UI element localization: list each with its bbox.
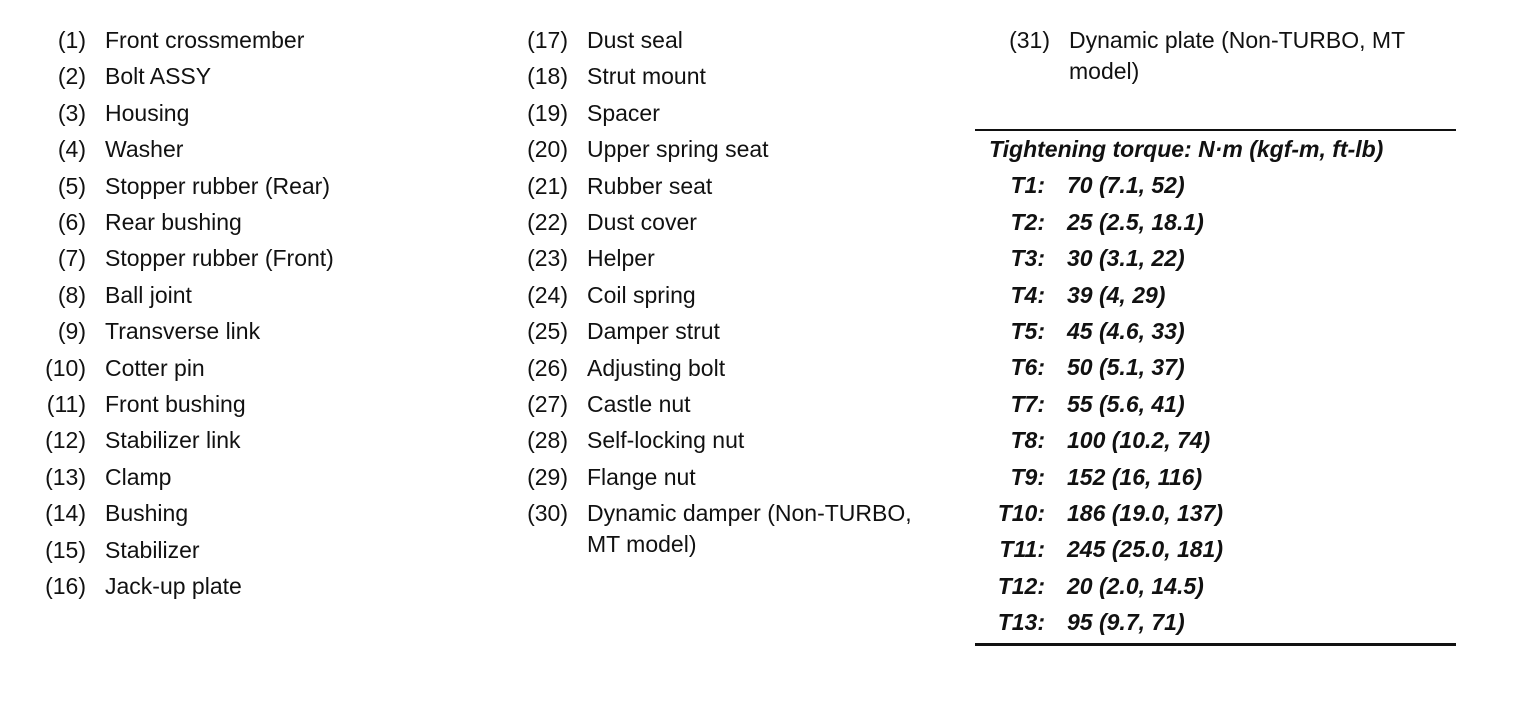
part-name: Castle nut — [587, 391, 691, 418]
torque-value: 245 (25.0, 181) — [1067, 536, 1224, 563]
torque-id: T10: — [997, 500, 1045, 527]
part-item — [24, 386, 474, 422]
torque-id: T7: — [1010, 390, 1045, 417]
parts-list-column-3 — [988, 22, 1458, 87]
part-name: Front bushing — [105, 391, 246, 418]
tightening-torque-table — [975, 129, 1456, 646]
part-name: Rear bushing — [105, 209, 242, 236]
part-name: Coil spring — [587, 281, 696, 308]
part-item — [24, 495, 474, 531]
part-number: (21) — [527, 172, 568, 199]
part-item — [506, 168, 956, 204]
torque-row — [975, 349, 1456, 385]
part-name: Dust seal — [587, 27, 683, 53]
torque-value: 55 (5.6, 41) — [1067, 390, 1185, 417]
part-number: (11) — [46, 391, 86, 418]
parts-list-column-2 — [506, 22, 956, 560]
torque-id: T2: — [1010, 208, 1045, 235]
part-name: Dynamic plate (Non-TURBO, MT model) — [1069, 26, 1405, 84]
part-number: (7) — [57, 245, 86, 272]
part-number: (6) — [57, 209, 86, 236]
part-name: Adjusting bolt — [587, 354, 726, 381]
part-name: Clamp — [105, 463, 172, 490]
torque-id: T1: — [1010, 172, 1045, 199]
part-number: (16) — [45, 573, 86, 600]
part-item — [506, 131, 956, 167]
part-item — [24, 95, 474, 131]
part-number: (9) — [57, 318, 86, 345]
torque-value: 20 (2.0, 14.5) — [1067, 572, 1204, 599]
torque-id: T5: — [1010, 318, 1045, 345]
torque-id: T9: — [1010, 463, 1045, 490]
part-name: Washer — [105, 136, 184, 163]
part-item — [24, 568, 474, 604]
part-number: (24) — [527, 281, 568, 308]
part-number: (2) — [57, 63, 86, 90]
part-number: (1) — [57, 27, 86, 53]
torque-row — [975, 568, 1456, 604]
part-item — [24, 459, 474, 495]
part-name: Stabilizer link — [105, 427, 241, 454]
torque-row — [975, 495, 1456, 531]
torque-value: 152 (16, 116) — [1067, 463, 1203, 490]
torque-value: 100 (10.2, 74) — [1067, 427, 1211, 454]
torque-table-title: Tightening torque: N·m (kgf-m, ft-lb) — [989, 136, 1384, 162]
part-item — [506, 95, 956, 131]
part-name: Jack-up plate — [105, 573, 242, 600]
part-number: (15) — [45, 536, 86, 563]
part-number: (27) — [527, 391, 568, 418]
part-number: (22) — [527, 209, 568, 236]
part-number: (10) — [45, 354, 86, 381]
part-number: (3) — [57, 99, 86, 126]
torque-value: 70 (7.1, 52) — [1067, 172, 1185, 199]
part-name: Self-locking nut — [587, 427, 745, 454]
torque-value: 39 (4, 29) — [1067, 281, 1166, 308]
part-item — [24, 58, 474, 94]
torque-value: 25 (2.5, 18.1) — [1067, 208, 1204, 235]
parts-list-column-1 — [24, 22, 474, 605]
part-name: Ball joint — [105, 281, 192, 308]
torque-id: T4: — [1010, 281, 1045, 308]
torque-id: T6: — [1010, 354, 1045, 381]
part-name: Stopper rubber (Front) — [105, 245, 334, 272]
part-item — [24, 131, 474, 167]
part-item — [24, 22, 474, 58]
part-item — [24, 240, 474, 276]
part-item — [506, 459, 956, 495]
part-item — [24, 168, 474, 204]
torque-id: T13: — [997, 609, 1045, 636]
part-number: (12) — [45, 427, 86, 454]
torque-id: T8: — [1010, 427, 1045, 454]
torque-row — [975, 531, 1456, 567]
part-name: Stabilizer — [105, 536, 200, 563]
part-item — [506, 350, 956, 386]
torque-row — [975, 459, 1456, 495]
part-name: Transverse link — [105, 318, 261, 345]
part-number: (25) — [527, 318, 568, 345]
part-item — [506, 386, 956, 422]
part-number: (5) — [57, 172, 86, 199]
part-item — [506, 277, 956, 313]
part-name: Dynamic damper (Non-TURBO, MT model) — [587, 499, 912, 557]
part-name: Damper strut — [587, 318, 720, 345]
part-item — [24, 204, 474, 240]
part-name: Housing — [105, 99, 190, 126]
part-name: Dust cover — [587, 209, 697, 236]
part-item — [506, 22, 956, 58]
part-item — [24, 350, 474, 386]
part-name: Helper — [587, 245, 655, 272]
part-item — [24, 532, 474, 568]
part-number: (28) — [527, 427, 568, 454]
part-number: (8) — [57, 281, 86, 308]
part-name: Stopper rubber (Rear) — [105, 172, 330, 199]
torque-id: T11: — [999, 536, 1045, 563]
part-number: (20) — [527, 136, 568, 163]
part-number: (4) — [57, 136, 86, 163]
part-name: Cotter pin — [105, 354, 205, 381]
part-name: Flange nut — [587, 463, 696, 490]
torque-row — [975, 167, 1456, 203]
part-name: Bolt ASSY — [105, 63, 212, 90]
part-number: (23) — [527, 245, 568, 272]
part-item — [24, 313, 474, 349]
part-item — [506, 204, 956, 240]
torque-value: 95 (9.7, 71) — [1067, 609, 1185, 636]
torque-row — [975, 240, 1456, 276]
torque-row — [975, 422, 1456, 458]
part-item — [506, 313, 956, 349]
torque-value: 30 (3.1, 22) — [1067, 245, 1185, 272]
part-number: (31) — [1009, 27, 1050, 53]
part-number: (14) — [45, 500, 86, 527]
torque-row — [975, 604, 1456, 640]
part-item — [506, 495, 956, 560]
part-name: Spacer — [587, 99, 660, 126]
part-name: Bushing — [105, 500, 189, 527]
part-number: (13) — [45, 463, 86, 490]
torque-id: T3: — [1010, 245, 1045, 272]
torque-value: 50 (5.1, 37) — [1067, 354, 1185, 381]
part-item — [506, 422, 956, 458]
torque-row — [975, 386, 1456, 422]
part-number: (19) — [527, 99, 568, 126]
torque-row — [975, 313, 1456, 349]
part-item — [506, 240, 956, 276]
part-number: (30) — [527, 500, 568, 527]
part-number: (29) — [527, 463, 568, 490]
part-number: (26) — [527, 354, 568, 381]
torque-row — [975, 277, 1456, 313]
torque-row — [975, 204, 1456, 240]
part-name: Rubber seat — [587, 172, 713, 199]
part-item — [24, 422, 474, 458]
part-number: (18) — [527, 63, 568, 90]
torque-value: 45 (4.6, 33) — [1067, 318, 1185, 345]
torque-id: T12: — [997, 572, 1045, 599]
part-item — [24, 277, 474, 313]
part-item — [988, 22, 1458, 87]
part-name: Upper spring seat — [587, 136, 769, 163]
part-name: Front crossmember — [105, 27, 305, 53]
torque-value: 186 (19.0, 137) — [1067, 500, 1224, 527]
part-item — [506, 58, 956, 94]
part-number: (17) — [527, 27, 568, 53]
part-name: Strut mount — [587, 63, 706, 90]
